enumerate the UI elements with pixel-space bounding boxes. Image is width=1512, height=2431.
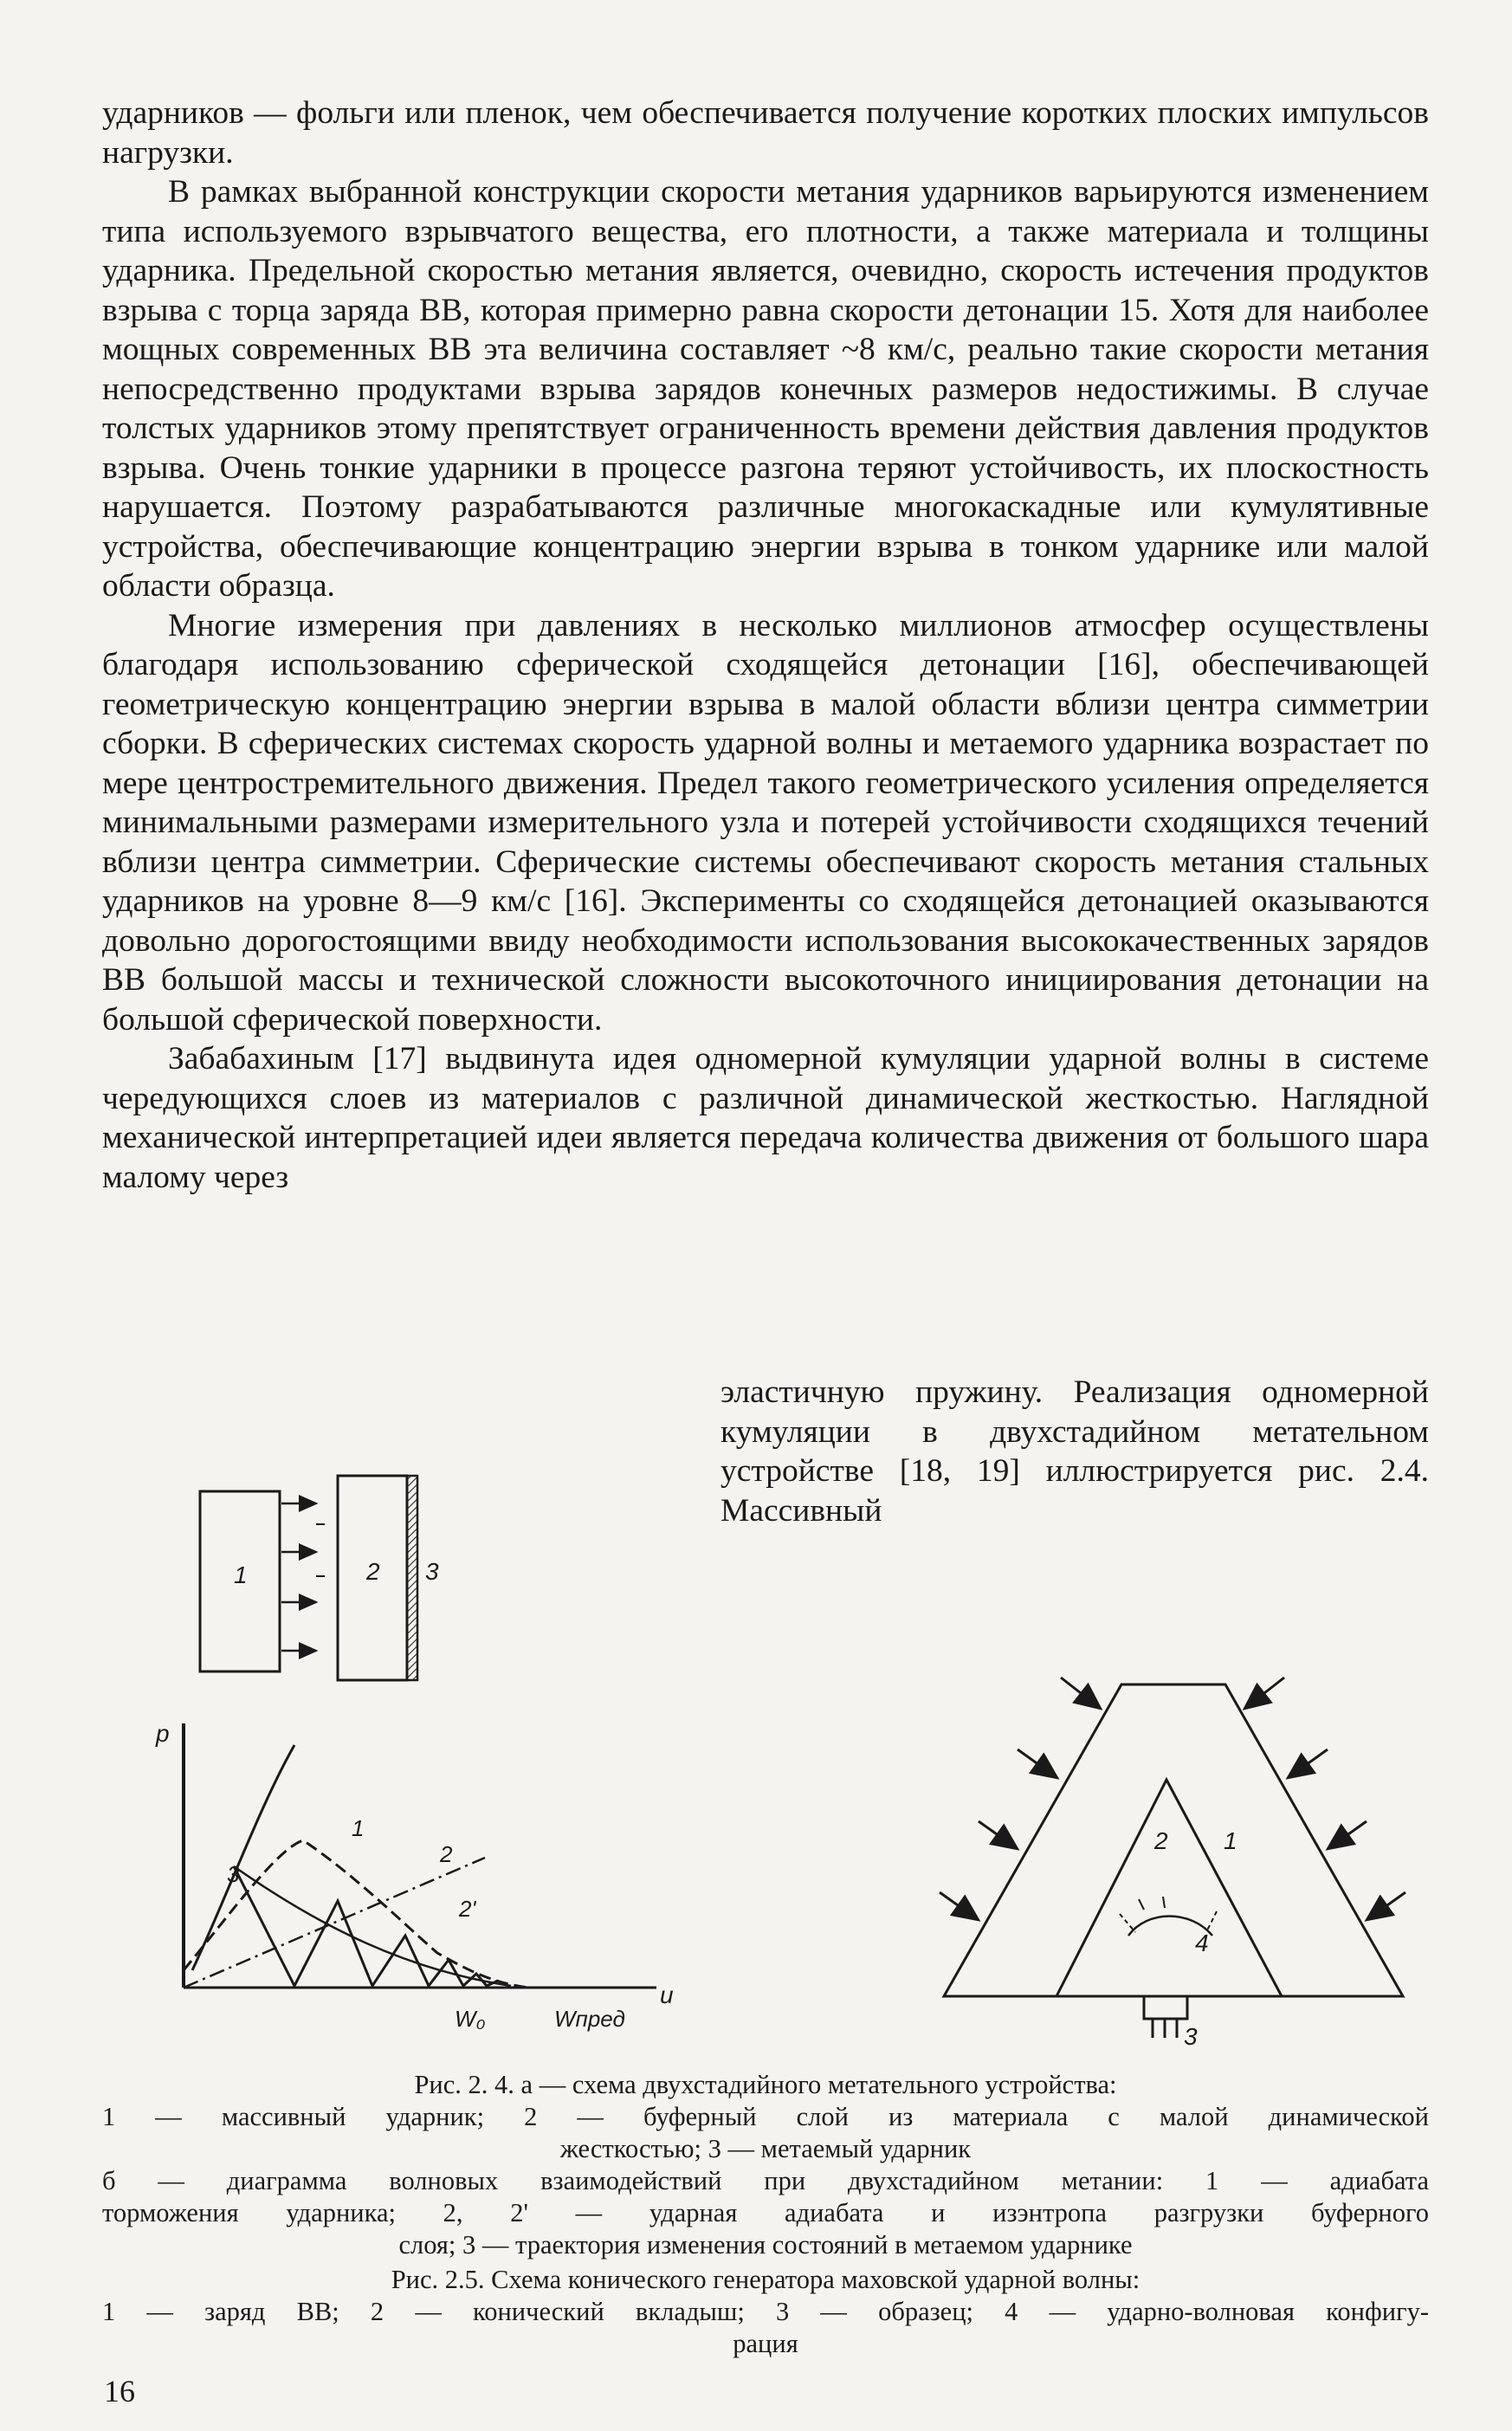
label-curve-3: 3 bbox=[227, 1861, 240, 1887]
arrow-icon bbox=[1244, 1678, 1284, 1709]
curve-2prime-isentrope bbox=[234, 1866, 511, 1986]
arrow-icon bbox=[1061, 1678, 1101, 1709]
caption-2-4-b-line2: торможения ударника; 2, 2' — ударная адиабата и изэнтропа разгрузки буферного bbox=[102, 2198, 1429, 2227]
figure-2-4b-pu-diagram bbox=[130, 1710, 693, 2048]
caption-2-4-b-line3: слоя; 3 — траектория изменения состояний в метаемом ударнике bbox=[398, 2230, 1133, 2260]
caption-figure-2-4 bbox=[102, 2069, 1429, 2261]
caption-2-4-b-line1: б — диаграмма волновых взаимодействий при двухстадийном метании: 1 — адиабата bbox=[102, 2166, 1429, 2195]
page-number: 16 bbox=[104, 2374, 135, 2408]
body-text-wrapped bbox=[720, 1373, 1429, 1530]
caption-2-4-a-line1: 1 — массивный ударник; 2 — буферный слой из материала с малой динамической bbox=[102, 2102, 1429, 2131]
label-wpred: Wпред bbox=[554, 2006, 625, 2032]
zigzag-path bbox=[234, 1866, 498, 1986]
paragraph-spherical-detonation: Многие измерения при давлениях в несколько миллионов атмосфер осуществлены благодаря использованию сферической сходящейся детонации [16], обеспечивающей геометрическую концентрацию энергии взрыва в малой области вблизи центра симметрии сборки. В сферических системах скорость ударной волны и метаемого ударника возрастает по мере центростремительного движения. Предел такого геометрического усиления определяется минимальными размерами измерительного узла и потерей устойчивости сходящихся течений вблизи центра симметрии. Сферические системы обеспечивают скорость метания стальных ударников на уровне 8—9 км/с [16]. Эксперименты со сходящейся детонацией оказываются довольно дорогостоящими ввиду необходимости использования высококачественных зарядов ВВ большой массы и технической сложности высокоточного инициирования детонации на большой сферической поверхности. bbox=[102, 607, 1429, 1038]
caption-2-4-title: Рис. 2. 4. а — схема двухстадийного метательного устройства: bbox=[414, 2070, 1117, 2099]
arrows-group bbox=[281, 1503, 316, 1651]
arrow-icon bbox=[1367, 1892, 1405, 1920]
axis-p-label: p bbox=[156, 1720, 170, 1747]
label-1: 1 bbox=[1224, 1827, 1237, 1854]
caption-figure-2-5 bbox=[102, 2264, 1429, 2360]
caption-2-4-a-line2: жесткостью; 3 — метаемый ударник bbox=[559, 2134, 972, 2163]
label-3: 3 bbox=[425, 1558, 439, 1585]
caption-2-5-title: Рис. 2.5. Схема конического генератора маховской ударной волны: bbox=[391, 2265, 1140, 2294]
charge-trapezoid bbox=[944, 1684, 1403, 1996]
caption-2-5-line2: рация bbox=[733, 2329, 798, 2358]
label-2: 2 bbox=[366, 1558, 380, 1585]
arrow-icon bbox=[979, 1821, 1018, 1849]
label-w0: W₀ bbox=[455, 2006, 486, 2032]
arrow-icon bbox=[1018, 1749, 1057, 1778]
caption-2-5-line1: 1 — заряд ВВ; 2 — конический вкладыш; 3 — образец; 4 — ударно-волновая конфигу- bbox=[102, 2297, 1429, 2326]
figure-2-4a-launcher-scheme bbox=[186, 1472, 463, 1680]
label-curve-1: 1 bbox=[352, 1815, 365, 1841]
axis-u-label: u bbox=[660, 1982, 674, 2008]
paragraph-launch-speeds: В рамках выбранной конструкции скорости метания ударников варьируются изменением типа используемого взрывчатого вещества, его плотности, а также материала и толщины ударника. Предельной скоростью метания является, очевидно, скорость истечения продуктов взрыва с торца заряда ВВ, которая примерно равна скорости детонации 15. Хотя для наиболее мощных современных ВВ эта величина составляет ~8 км/с, реально такие скорости метания непосредственно продуктами взрыва зарядов конечных размеров недостижимы. В случае толстых ударников этому препятствует ограниченность времени действия давления продуктов взрыва. Очень тонкие ударники в процессе разгона теряют устойчивость, их плоскостность нарушается. Поэтому разрабатываются различные многокаскадные или кумулятивные устройства, обеспечивающие концентрацию энергии взрыва в тонком ударнике или малой области образца. bbox=[102, 174, 1429, 604]
paragraph-zababakhin: Забабахиным [17] выдвинута идея одномерной кумуляции ударной волны в системе чередующихся слоев из материалов с различной динамической жесткостью. Наглядной механической интерпретацией идеи является передача количества движения от большого шара малому через bbox=[102, 1041, 1429, 1195]
label-curve-2: 2 bbox=[440, 1841, 453, 1867]
arrow-icon bbox=[1288, 1749, 1328, 1778]
arrow-icon bbox=[1328, 1821, 1367, 1849]
cone-liner bbox=[1056, 1780, 1282, 1996]
label-1: 1 bbox=[234, 1561, 248, 1588]
label-2: 2 bbox=[1154, 1827, 1168, 1854]
label-curve-2prime: 2' bbox=[459, 1896, 476, 1922]
label-4: 4 bbox=[1195, 1930, 1209, 1956]
label-3: 3 bbox=[1184, 2023, 1198, 2050]
figure-2-5-conical-generator bbox=[931, 1676, 1416, 2057]
arrow-icon bbox=[940, 1892, 979, 1920]
sample-rect bbox=[1144, 1996, 1187, 2019]
paragraph-wrapped-continuation: эластичную пружину. Реализация одномерной кумуляции в двухстадийном метательном устройстве [18, 19] иллюстрируется рис. 2.4. Массивный bbox=[720, 1374, 1429, 1529]
paragraph-continuation: ударников — фольги или пленок, чем обеспечивается получение коротких плоских импульсов нагрузки. bbox=[102, 95, 1429, 171]
body-text-top bbox=[102, 94, 1429, 1197]
launched-striker-rect bbox=[407, 1476, 417, 1680]
